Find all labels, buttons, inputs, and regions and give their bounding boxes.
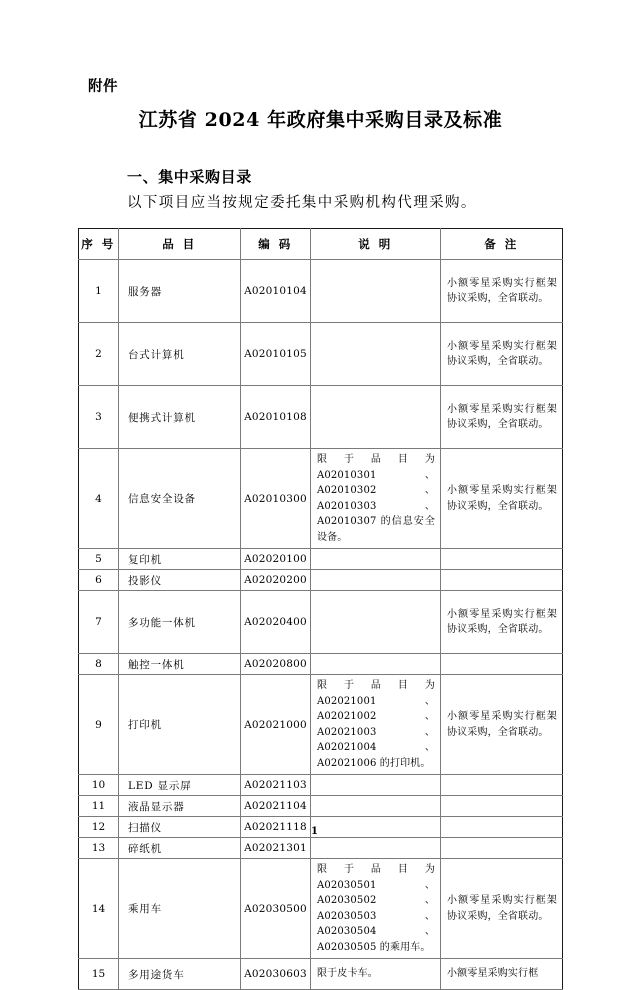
- cell-item: 复印机: [119, 549, 241, 570]
- table-row: [79, 675, 563, 775]
- page-number: 1: [311, 826, 318, 837]
- cell-seq: 7: [79, 591, 119, 654]
- cell-item: 碎纸机: [119, 838, 241, 859]
- cell-note: [441, 654, 563, 675]
- table-row: [79, 959, 563, 990]
- cell-seq: 5: [79, 549, 119, 570]
- cell-code: A02021118: [241, 817, 311, 838]
- table-row: [79, 796, 563, 817]
- cell-item: 液晶显示器: [119, 796, 241, 817]
- cell-note: [441, 570, 563, 591]
- cell-seq: 4: [79, 449, 119, 549]
- procurement-catalog-table: [78, 228, 563, 990]
- column-header-desc: 说 明: [311, 229, 441, 260]
- table-row: [79, 591, 563, 654]
- cell-item: 打印机: [119, 675, 241, 775]
- cell-item: 服务器: [119, 260, 241, 323]
- cell-seq: 2: [79, 323, 119, 386]
- cell-description: [311, 775, 441, 796]
- cell-code: A02021103: [241, 775, 311, 796]
- cell-note: [441, 796, 563, 817]
- table-row: [79, 549, 563, 570]
- table-row: [79, 449, 563, 549]
- table-row: [79, 386, 563, 449]
- cell-note: [441, 775, 563, 796]
- table-row: [79, 838, 563, 859]
- cell-description: [311, 591, 441, 654]
- column-header-item: 品 目: [119, 229, 241, 260]
- cell-description: 限于品目为 A02030501、A02030502、A02030503、A02030504 、 A02030505 的乘用车。: [311, 859, 441, 959]
- column-header-code: 编 码: [241, 229, 311, 260]
- cell-item: 便携式计算机: [119, 386, 241, 449]
- cell-code: A02021301: [241, 838, 311, 859]
- table-row: [79, 260, 563, 323]
- cell-note: 小额零星采购实行框: [441, 959, 563, 990]
- cell-item: 触控一体机: [119, 654, 241, 675]
- cell-code: A02030500: [241, 859, 311, 959]
- cell-seq: 15: [79, 959, 119, 990]
- cell-description: 限于品目为 A02010301、A02010302、A02010303、A02010307 的信息安全设备。: [311, 449, 441, 549]
- cell-seq: 13: [79, 838, 119, 859]
- cell-code: A02010105: [241, 323, 311, 386]
- section-intro-text: 以下项目应当按规定委托集中采购机构代理采购。: [127, 195, 477, 211]
- cell-note: [441, 549, 563, 570]
- cell-code: A02010104: [241, 260, 311, 323]
- cell-description: [311, 570, 441, 591]
- attachment-label: 附件: [88, 78, 118, 95]
- cell-item: 多用途货车: [119, 959, 241, 990]
- cell-note: 小额零星采购实行框架协议采购，全省联动。: [441, 386, 563, 449]
- cell-description: [311, 549, 441, 570]
- cell-code: A02010300: [241, 449, 311, 549]
- cell-seq: 1: [79, 260, 119, 323]
- cell-seq: 12: [79, 817, 119, 838]
- table-header: [79, 229, 563, 260]
- cell-note: 小额零星采购实行框架协议采购，全省联动。: [441, 449, 563, 549]
- table-row: [79, 775, 563, 796]
- cell-note: 小额零星采购实行框架协议采购，全省联动。: [441, 260, 563, 323]
- cell-code: A02021000: [241, 675, 311, 775]
- cell-item: 投影仪: [119, 570, 241, 591]
- cell-description: [311, 386, 441, 449]
- page-title: 江苏省 2024 年政府集中采购目录及标准: [138, 109, 503, 131]
- table-header-row: [79, 229, 563, 260]
- cell-code: A02021104: [241, 796, 311, 817]
- cell-code: A02010108: [241, 386, 311, 449]
- cell-description: [311, 260, 441, 323]
- table-row: [79, 570, 563, 591]
- cell-seq: 11: [79, 796, 119, 817]
- cell-seq: 9: [79, 675, 119, 775]
- cell-description: 限于皮卡车。: [311, 959, 441, 990]
- cell-item: 扫描仪: [119, 817, 241, 838]
- table-row: [79, 859, 563, 959]
- table-row: [79, 654, 563, 675]
- cell-description: [311, 796, 441, 817]
- cell-note: 小额零星采购实行框架协议采购，全省联动。: [441, 859, 563, 959]
- cell-code: A02030603: [241, 959, 311, 990]
- cell-seq: 8: [79, 654, 119, 675]
- cell-description: [311, 838, 441, 859]
- cell-seq: 3: [79, 386, 119, 449]
- cell-note: [441, 838, 563, 859]
- cell-item: 多功能一体机: [119, 591, 241, 654]
- cell-code: A02020100: [241, 549, 311, 570]
- cell-note: 小额零星采购实行框架协议采购，全省联动。: [441, 675, 563, 775]
- column-header-seq: 序 号: [79, 229, 119, 260]
- table-body: [79, 260, 563, 990]
- cell-description: [311, 323, 441, 386]
- cell-seq: 6: [79, 570, 119, 591]
- cell-code: A02020400: [241, 591, 311, 654]
- cell-item: 台式计算机: [119, 323, 241, 386]
- cell-description: 限于品目为 A02021001、A02021002、A02021003、A02021004 、 A02021006 的打印机。: [311, 675, 441, 775]
- cell-code: A02020800: [241, 654, 311, 675]
- cell-item: LED 显示屏: [119, 775, 241, 796]
- cell-item: 乘用车: [119, 859, 241, 959]
- section-heading: 一、集中采购目录: [127, 168, 252, 186]
- table-row: [79, 323, 563, 386]
- cell-item: 信息安全设备: [119, 449, 241, 549]
- cell-description: [311, 654, 441, 675]
- cell-seq: 10: [79, 775, 119, 796]
- cell-note: 小额零星采购实行框架协议采购，全省联动。: [441, 323, 563, 386]
- cell-seq: 14: [79, 859, 119, 959]
- cell-code: A02020200: [241, 570, 311, 591]
- column-header-note: 备 注: [441, 229, 563, 260]
- cell-note: 小额零星采购实行框架协议采购，全省联动。: [441, 591, 563, 654]
